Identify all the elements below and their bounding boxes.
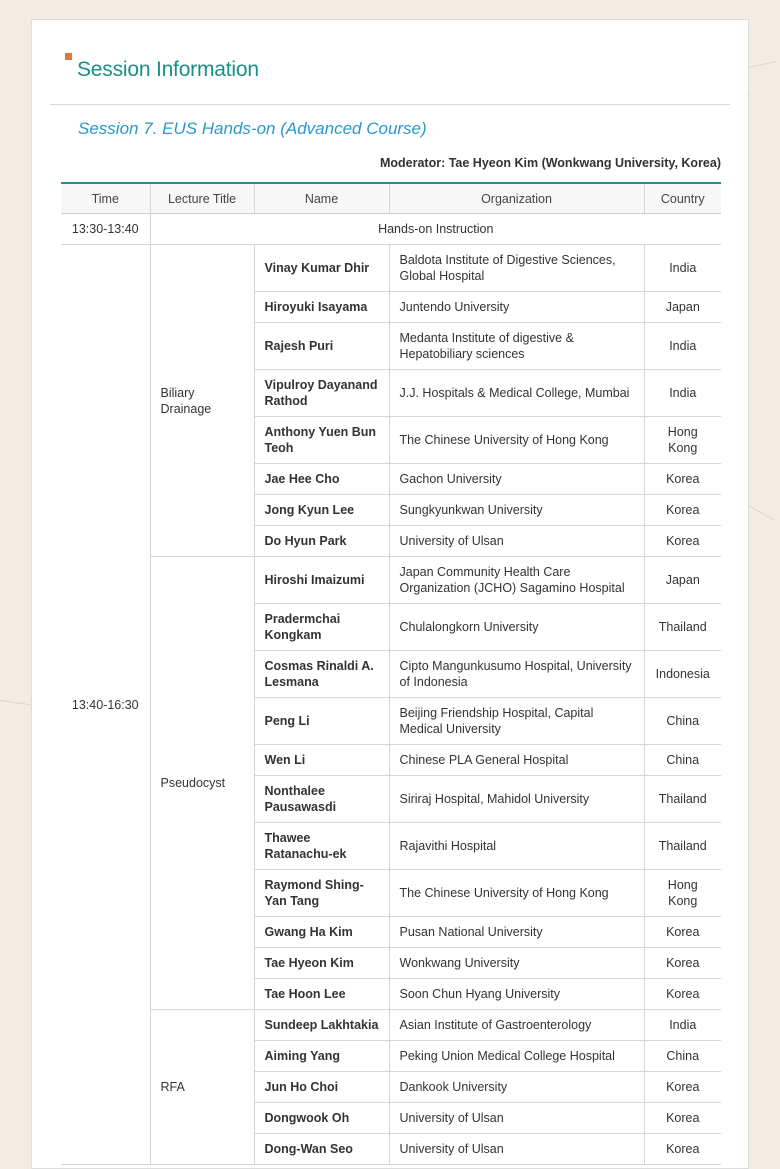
- speaker-organization: Chulalongkorn University: [389, 604, 644, 651]
- speaker-organization: Sungkyunkwan University: [389, 495, 644, 526]
- speaker-name: Anthony Yuen Bun Teoh: [254, 417, 389, 464]
- speaker-country: Korea: [644, 495, 721, 526]
- speaker-organization: J.J. Hospitals & Medical College, Mumbai: [389, 370, 644, 417]
- speaker-organization: The Chinese University of Hong Kong: [389, 870, 644, 917]
- speaker-organization: Medanta Institute of digestive & Hepatobiliary sciences: [389, 323, 644, 370]
- speaker-organization: Siriraj Hospital, Mahidol University: [389, 776, 644, 823]
- divider: [50, 104, 730, 105]
- speaker-organization: University of Ulsan: [389, 1103, 644, 1134]
- table-row: [61, 245, 721, 292]
- speaker-organization: Pusan National University: [389, 917, 644, 948]
- speaker-country: Thailand: [644, 776, 721, 823]
- speaker-country: Hong Kong: [644, 870, 721, 917]
- speaker-name: Cosmas Rinaldi A. Lesmana: [254, 651, 389, 698]
- speaker-organization: Asian Institute of Gastroenterology: [389, 1010, 644, 1041]
- speaker-name: Tae Hoon Lee: [254, 979, 389, 1010]
- speaker-name: Jun Ho Choi: [254, 1072, 389, 1103]
- speaker-name: Raymond Shing-Yan Tang: [254, 870, 389, 917]
- speaker-organization: Wonkwang University: [389, 948, 644, 979]
- session-time: 13:40-16:30: [61, 245, 150, 1165]
- header-lecture-title: Lecture Title: [150, 183, 254, 214]
- lecture-title: RFA: [150, 1010, 254, 1165]
- instruction-row: [61, 214, 721, 245]
- speaker-name: Sundeep Lakhtakia: [254, 1010, 389, 1041]
- session-title: Session 7. EUS Hands-on (Advanced Course): [78, 119, 427, 138]
- speaker-country: Korea: [644, 1134, 721, 1165]
- speaker-name: Vinay Kumar Dhir: [254, 245, 389, 292]
- speaker-country: Korea: [644, 979, 721, 1010]
- speaker-name: Nonthalee Pausawasdi: [254, 776, 389, 823]
- speaker-name: Dongwook Oh: [254, 1103, 389, 1134]
- speaker-country: India: [644, 245, 721, 292]
- speaker-name: Dong-Wan Seo: [254, 1134, 389, 1165]
- instruction-time: 13:30-13:40: [61, 214, 150, 245]
- speaker-country: Korea: [644, 1103, 721, 1134]
- speaker-country: China: [644, 745, 721, 776]
- speaker-name: Wen Li: [254, 745, 389, 776]
- speaker-name: Peng Li: [254, 698, 389, 745]
- speaker-country: Korea: [644, 464, 721, 495]
- speaker-organization: Dankook University: [389, 1072, 644, 1103]
- table-header-row: [61, 183, 721, 214]
- lecture-title: Biliary Drainage: [150, 245, 254, 557]
- speaker-organization: Rajavithi Hospital: [389, 823, 644, 870]
- speaker-country: China: [644, 698, 721, 745]
- speaker-organization: Soon Chun Hyang University: [389, 979, 644, 1010]
- speaker-organization: Juntendo University: [389, 292, 644, 323]
- header-name: Name: [254, 183, 389, 214]
- speaker-name: Aiming Yang: [254, 1041, 389, 1072]
- table-row: [61, 1010, 721, 1041]
- speaker-name: Tae Hyeon Kim: [254, 948, 389, 979]
- speaker-name: Rajesh Puri: [254, 323, 389, 370]
- speaker-country: Japan: [644, 292, 721, 323]
- speaker-country: India: [644, 1010, 721, 1041]
- speaker-organization: Baldota Institute of Digestive Sciences, Global Hospital: [389, 245, 644, 292]
- session-schedule-table: [61, 182, 721, 1165]
- speaker-name: Jong Kyun Lee: [254, 495, 389, 526]
- header-country: Country: [644, 183, 721, 214]
- speaker-organization: Beijing Friendship Hospital, Capital Medical University: [389, 698, 644, 745]
- speaker-organization: University of Ulsan: [389, 526, 644, 557]
- speaker-organization: Chinese PLA General Hospital: [389, 745, 644, 776]
- instruction-text: Hands-on Instruction: [150, 214, 721, 245]
- lecture-title: Pseudocyst: [150, 557, 254, 1010]
- section-title: Session Information: [77, 58, 259, 81]
- speaker-country: Korea: [644, 526, 721, 557]
- speaker-country: Korea: [644, 948, 721, 979]
- speaker-organization: Cipto Mangunkusumo Hospital, University of Indonesia: [389, 651, 644, 698]
- speaker-name: Thawee Ratanachu-ek: [254, 823, 389, 870]
- speaker-name: Do Hyun Park: [254, 526, 389, 557]
- speaker-organization: Gachon University: [389, 464, 644, 495]
- speaker-country: Japan: [644, 557, 721, 604]
- speaker-country: India: [644, 323, 721, 370]
- speaker-organization: University of Ulsan: [389, 1134, 644, 1165]
- speaker-country: Indonesia: [644, 651, 721, 698]
- session-panel: [31, 19, 749, 1169]
- speaker-organization: Japan Community Health Care Organization (JCHO) Sagamino Hospital: [389, 557, 644, 604]
- speaker-country: Korea: [644, 917, 721, 948]
- speaker-name: Vipulroy Dayanand Rathod: [254, 370, 389, 417]
- speaker-organization: The Chinese University of Hong Kong: [389, 417, 644, 464]
- speaker-country: Thailand: [644, 823, 721, 870]
- speaker-name: Hiroyuki Isayama: [254, 292, 389, 323]
- speaker-name: Jae Hee Cho: [254, 464, 389, 495]
- speaker-country: China: [644, 1041, 721, 1072]
- header-organization: Organization: [389, 183, 644, 214]
- speaker-name: Pradermchai Kongkam: [254, 604, 389, 651]
- speaker-country: India: [644, 370, 721, 417]
- speaker-country: Hong Kong: [644, 417, 721, 464]
- table-row: [61, 557, 721, 604]
- speaker-country: Korea: [644, 1072, 721, 1103]
- header-time: Time: [61, 183, 150, 214]
- moderator-line: Moderator: Tae Hyeon Kim (Wonkwang University, Korea): [379, 156, 721, 170]
- title-marker: [65, 53, 72, 60]
- speaker-organization: Peking Union Medical College Hospital: [389, 1041, 644, 1072]
- speaker-name: Gwang Ha Kim: [254, 917, 389, 948]
- speaker-country: Thailand: [644, 604, 721, 651]
- speaker-name: Hiroshi Imaizumi: [254, 557, 389, 604]
